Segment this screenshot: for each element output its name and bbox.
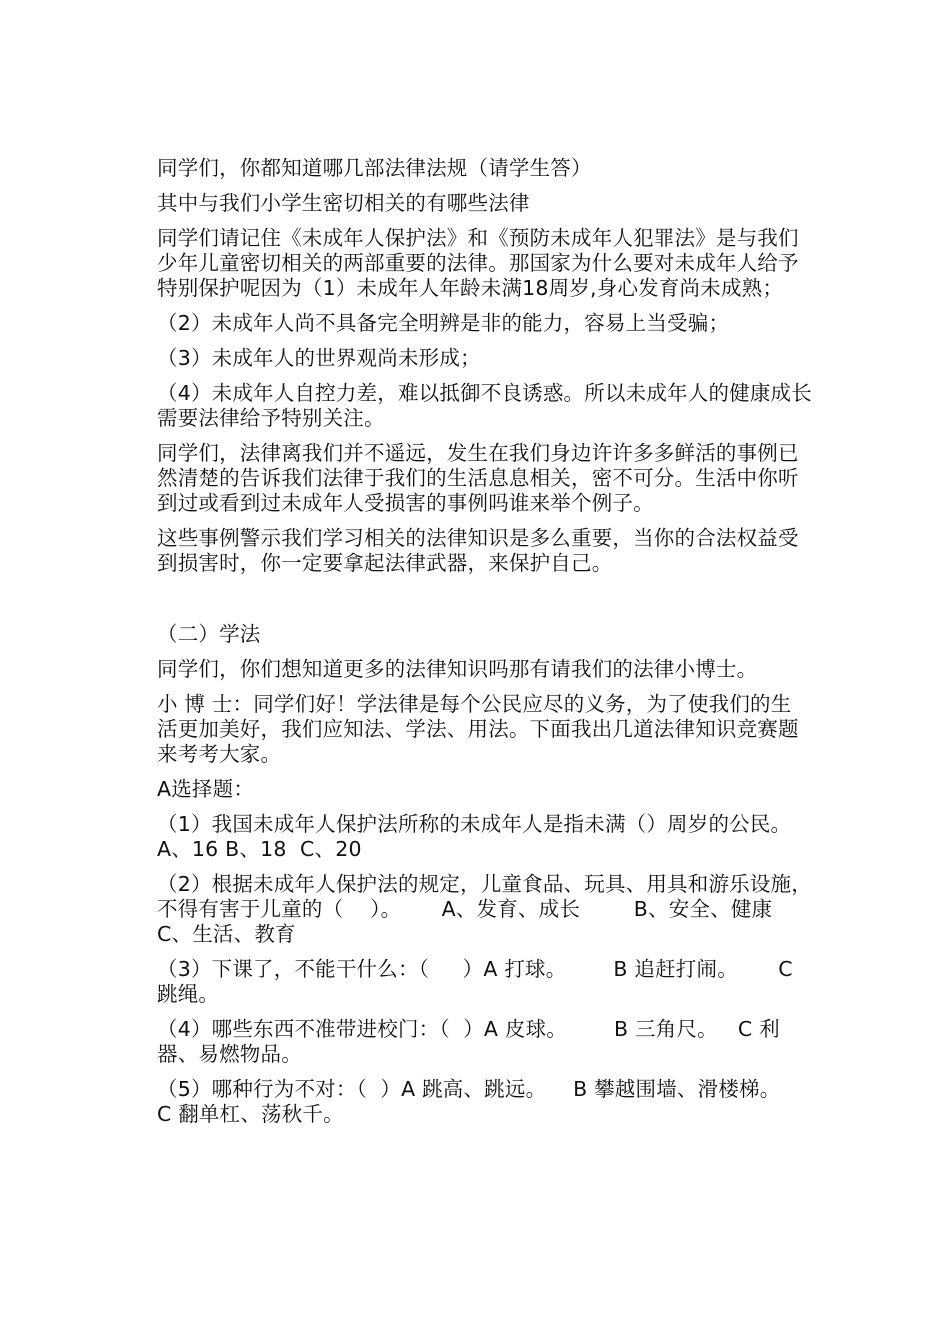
quiz-title: A选择题：: [157, 777, 255, 801]
quiz-question-4: （4）哪些东西不准带进校门：（ ）A 皮球。 B 三角尺。 C 利器、易燃物品。: [157, 1017, 780, 1066]
quiz-question-3: （3）下课了，不能干什么：（ ）A 打球。 B 追赶打闹。 C 跳绳。: [157, 957, 800, 1006]
paragraph-question-laws: 同学们，你都知道哪几部法律法规（请学生答）: [157, 156, 592, 180]
paragraph-reason-2: （2）未成年人尚不具备完全明辨是非的能力，容易上当受骗；: [157, 311, 730, 335]
paragraph-examples: 同学们，法律离我们并不遥远，发生在我们身边许许多多鲜活的事例已然清楚的告诉我们法律于我们的生活息息相关，密不可分。生活中你听到过或看到过未成年人受损害的事例吗谁来举个例子。: [157, 441, 799, 515]
section-spacer: [157, 586, 812, 622]
quiz-question-5: （5）哪种行为不对：（ ）A 跳高、跳远。 B 攀越围墙、滑楼梯。 C 翻单杠、荡秋千。: [157, 1077, 801, 1126]
paragraph-warning: 这些事例警示我们学习相关的法律知识是多么重要，当你的合法权益受到损害时，你一定要拿起法律武器，来保护自己。: [157, 526, 799, 575]
paragraph-doctor-speech: 小 博 士：同学们好！学法律是每个公民应尽的义务，为了使我们的生活更加美好，我们应知法、学法、用法。下面我出几道法律知识竞赛题来考考大家。: [157, 692, 799, 766]
paragraph-reason-3: （3）未成年人的世界观尚未形成；: [157, 346, 481, 370]
paragraph-invite-doctor: 同学们，你们想知道更多的法律知识吗那有请我们的法律小博士。: [157, 657, 758, 681]
quiz-question-1: （1）我国未成年人保护法所称的未成年人是指未满（）周岁的公民。A、16 B、18 C、20: [157, 812, 792, 861]
quiz-question-2: （2）根据未成年人保护法的规定，儿童食品、玩具、用具和游乐设施，不得有害于儿童的（ ）。 A、发育、成长 B、安全、健康 C、生活、教育: [157, 872, 833, 946]
document-body: [157, 156, 833, 1137]
paragraph-reason-4: （4）未成年人自控力差，难以抵御不良诱惑。所以未成年人的健康成长需要法律给予特别关注。: [157, 381, 812, 430]
paragraph-related-laws: 其中与我们小学生密切相关的有哪些法律: [157, 191, 530, 215]
section-heading: （二）学法: [157, 622, 261, 646]
paragraph-two-laws: 同学们请记住《未成年人保护法》和《预防未成年人犯罪法》是与我们少年儿童密切相关的两部重要的法律。那国家为什么要对未成年人给予特别保护呢因为（1）未成年人年龄未满18周岁,身心发育尚未成熟；: [157, 226, 799, 300]
